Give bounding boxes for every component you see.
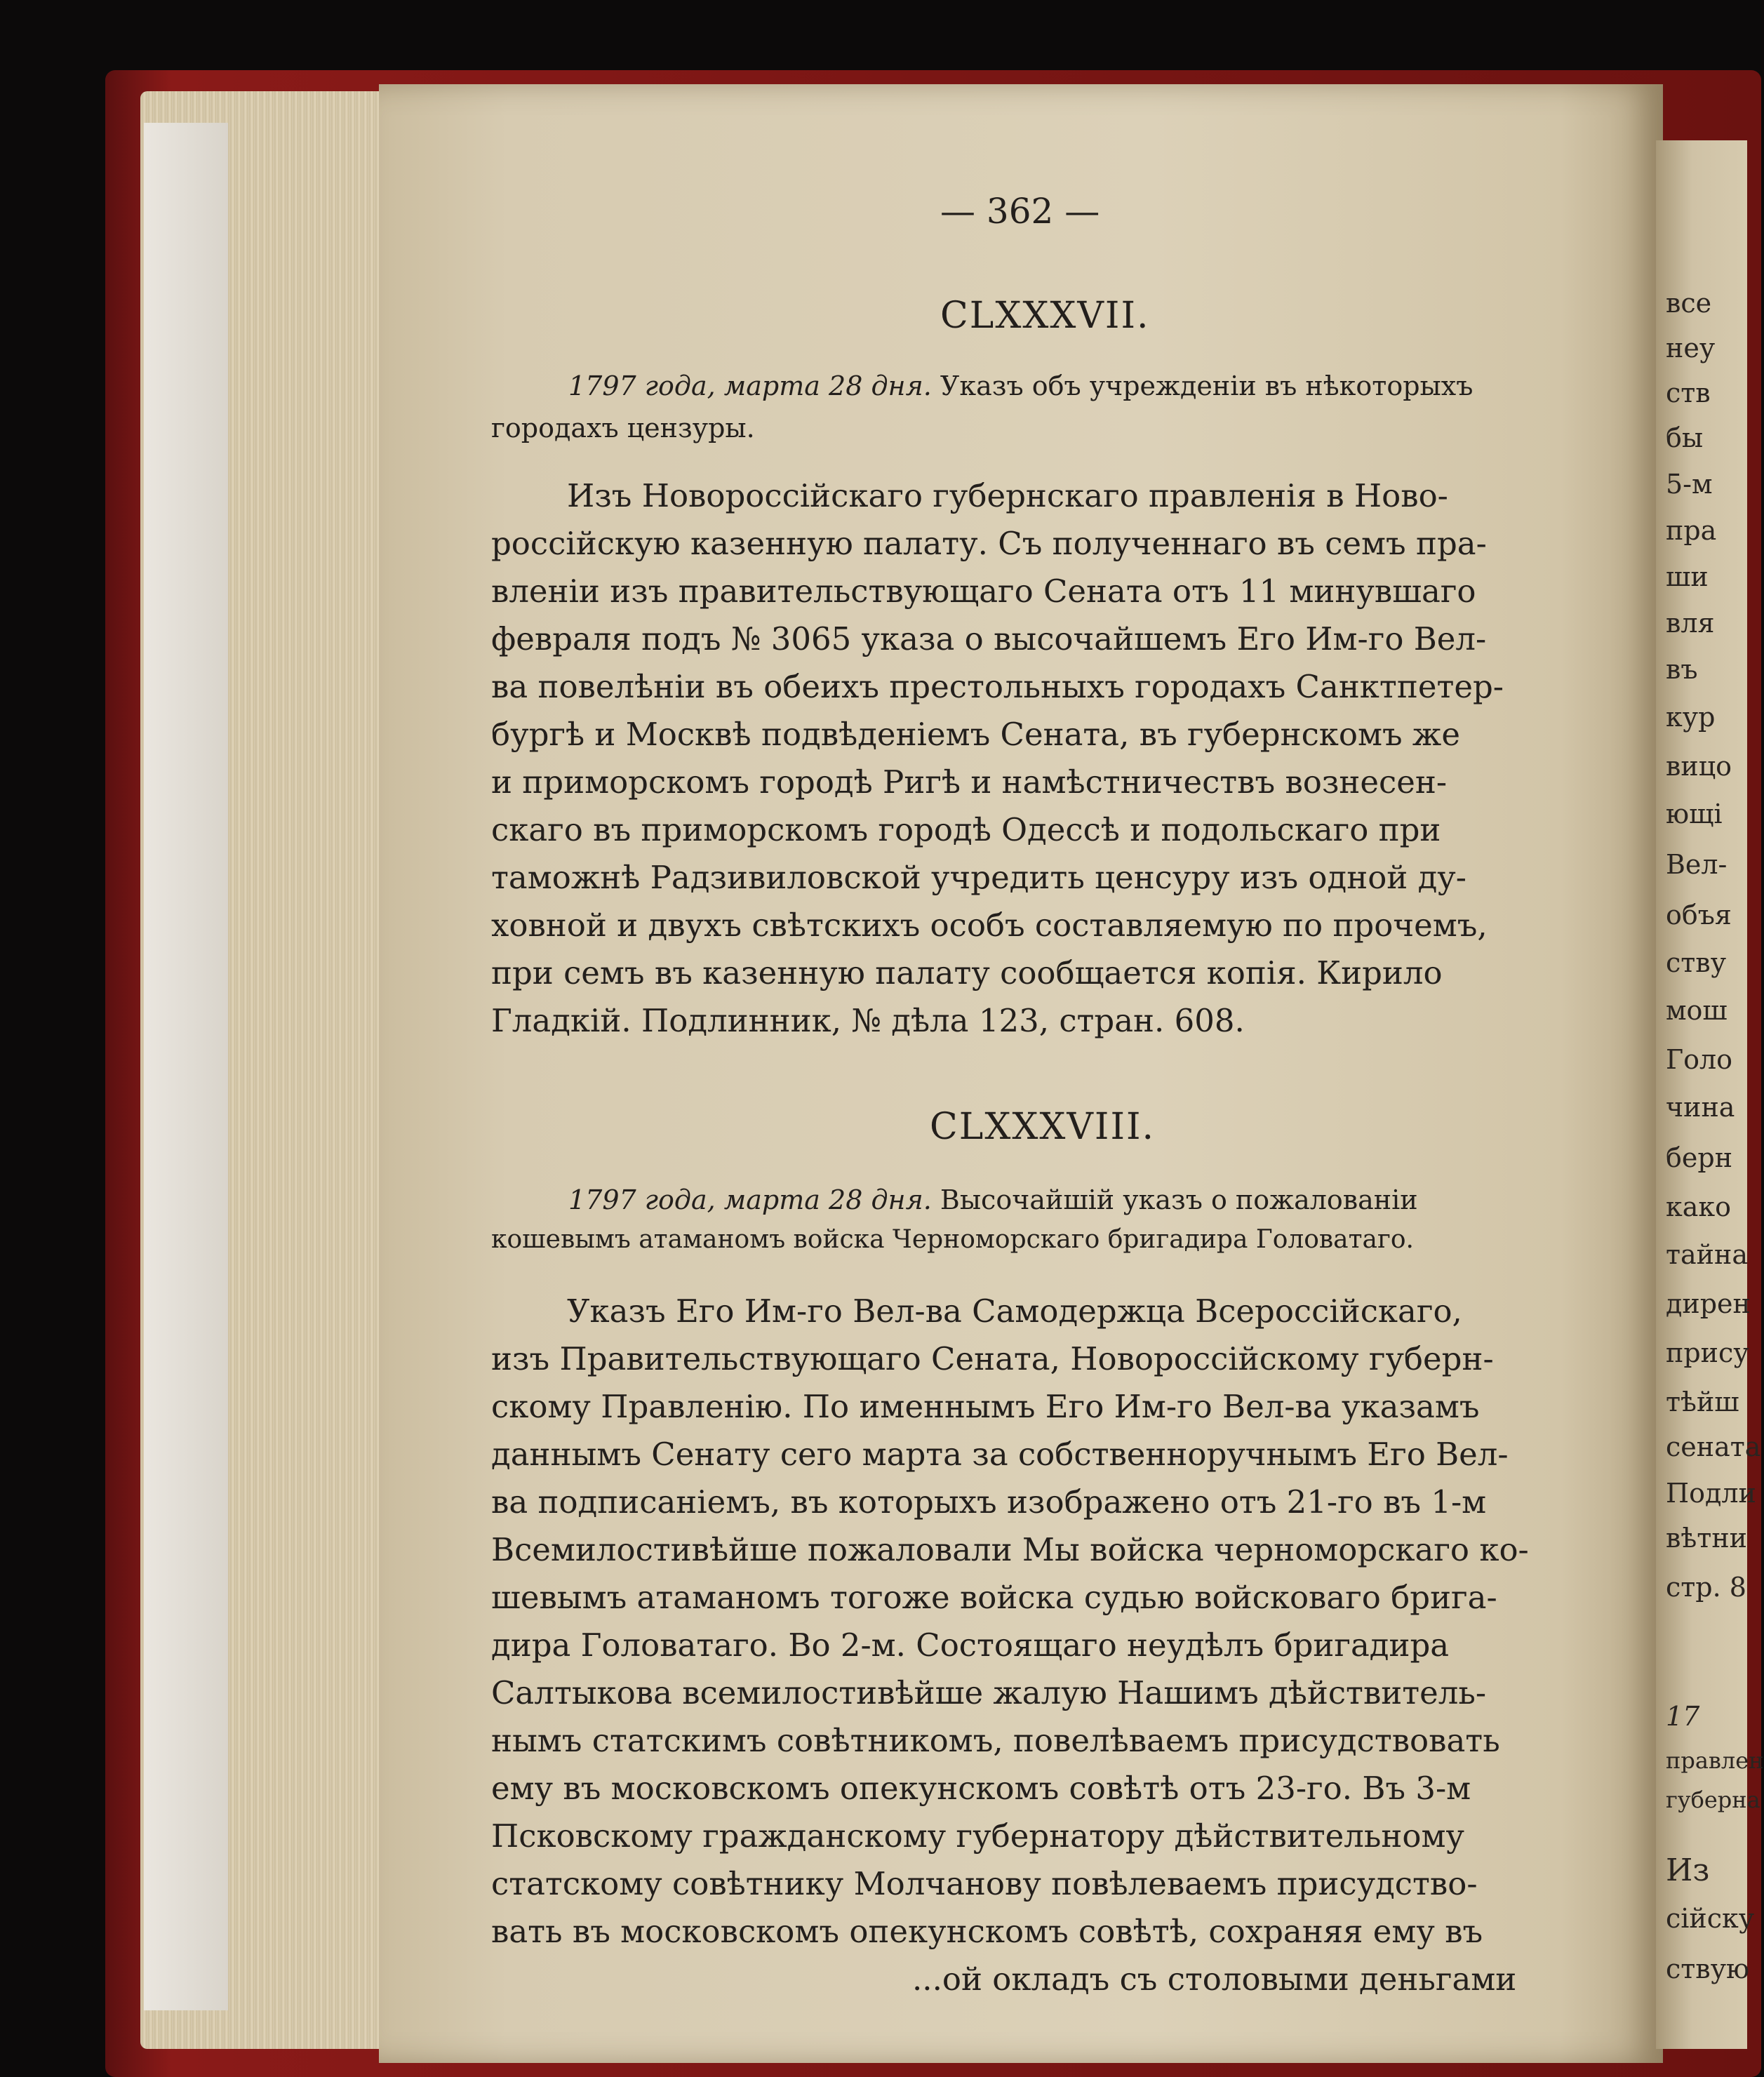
right-page-fragment: Подли [1666, 1478, 1756, 1509]
section-1-line: россійскую казенную палату. Съ полученнаго въ семъ пра- [491, 525, 1487, 562]
right-page-fragment: правлен [1666, 1747, 1764, 1774]
section-1-header-line-1 [568, 370, 1473, 401]
section-2-header-line-1 [568, 1184, 1418, 1215]
section-2-line: вать въ московскомъ опекунскомъ совѣтѣ, сохраняя ему въ [491, 1913, 1483, 1950]
right-page-fragment: ющі [1666, 799, 1723, 829]
right-page-fragment: вѣтни [1666, 1523, 1747, 1554]
section-2-header-line-2: кошевымъ атаманомъ войска Черноморскаго бригадира Головатаго. [491, 1225, 1415, 1254]
right-page-fragment: прису [1666, 1337, 1749, 1368]
right-page-fragment: чина [1666, 1092, 1735, 1123]
right-page-fragment: пра [1666, 515, 1717, 546]
right-page-fragment: Из [1666, 1852, 1710, 1888]
section-2-line: Всемилостивѣйше пожаловали Мы войска черноморскаго ко- [491, 1531, 1529, 1568]
section-2-line: ему въ московскомъ опекунскомъ совѣтѣ отъ 23-го. Въ 3-м [491, 1770, 1471, 1807]
section-1-date: 1797 года, марта 28 дня. [568, 370, 932, 401]
section-1-line: Гладкій. Подлинник, № дѣла 123, стран. 608. [491, 1002, 1245, 1039]
section-1-header-line-2: городахъ цензуры. [491, 413, 755, 443]
section-2-line: скому Правленію. По именнымъ Его Им-го Вел-ва указамъ [491, 1388, 1480, 1425]
section-1-line: бургѣ и Москвѣ подвѣденіемъ Сената, въ губернскомъ же [491, 716, 1460, 753]
right-page-fragment: тайна [1666, 1239, 1748, 1270]
section-2-line: дира Головатаго. Во 2-м. Состоящаго неудѣлъ бригадира [491, 1627, 1450, 1664]
section-1-line: таможнѣ Радзивиловской учредить ценсуру изъ одной ду- [491, 859, 1466, 896]
section-1-line: ховной и двухъ свѣтскихъ особъ составляемую по прочемъ, [491, 907, 1488, 944]
section-2-line: ...ой окладъ съ столовыми деньгами [912, 1961, 1517, 1998]
section-1-line: вленіи изъ правительствующаго Сената отъ 11 минувшаго [491, 573, 1476, 610]
section-heading-2: CLXXXVIII. [930, 1106, 1156, 1148]
right-page-fragment: стр. 8 [1666, 1572, 1746, 1603]
section-1-line: и приморскомъ городѣ Ригѣ и намѣстничествъ вознесен- [491, 763, 1448, 801]
section-2-line: Псковскому гражданскому губернатору дѣйствительному [491, 1817, 1464, 1855]
section-2-line: нымъ статскимъ совѣтникомъ, повелѣваемъ присудствовать [491, 1722, 1500, 1759]
right-page-fragment: Вел- [1666, 849, 1728, 880]
section-1-line: скаго въ приморскомъ городѣ Одессѣ и подольскаго при [491, 811, 1441, 848]
right-page-fragment: губерна [1666, 1787, 1760, 1813]
right-page-fragment: ству [1666, 947, 1727, 978]
right-page-fragment: сената [1666, 1431, 1761, 1462]
right-page-fragment: кур [1666, 702, 1716, 733]
right-page-fragment: объя [1666, 900, 1732, 930]
right-page-fragment: все [1666, 288, 1712, 319]
section-heading-1: CLXXXVII. [940, 295, 1150, 337]
right-page-fragment: неу [1666, 333, 1716, 363]
endpaper-edge [144, 123, 228, 2010]
right-page-fragment: берн [1666, 1142, 1733, 1173]
section-1-line: Изъ Новороссійскаго губернскаго правленія в Ново- [567, 477, 1448, 514]
right-page-fragment: ствую [1666, 1954, 1750, 1984]
right-page-fragment: ши [1666, 561, 1709, 592]
section-1-line: при семъ въ казенную палату сообщается копія. Кирило [491, 954, 1443, 991]
right-page-fragment: 17 [1666, 1701, 1700, 1732]
right-page-fragment: въ [1666, 654, 1698, 685]
right-page-fragment: како [1666, 1191, 1732, 1222]
right-page-fragment: ств [1666, 378, 1711, 408]
right-page-fragment: вицо [1666, 751, 1732, 782]
section-2-line: статскому совѣтнику Молчанову повѣлеваемъ присудство- [491, 1865, 1478, 1902]
section-2-line: Салтыкова всемилостивѣйше жалую Нашимъ дѣйствитель- [491, 1674, 1487, 1711]
right-page-fragment: мош [1666, 995, 1728, 1026]
right-page-fragment: Голо [1666, 1044, 1733, 1075]
section-2-date: 1797 года, марта 28 дня. [568, 1184, 932, 1215]
section-1-header-rest: Указъ объ учрежденіи въ нѣкоторыхъ [931, 370, 1474, 401]
section-1-line: ва повелѣніи въ обеихъ престольныхъ городахъ Санктпетер- [491, 668, 1504, 705]
right-page-fragment: дирен [1666, 1288, 1751, 1319]
section-2-line: изъ Правительствующаго Сената, Новороссійскому губерн- [491, 1340, 1494, 1377]
right-page-fragment: 5-м [1666, 469, 1713, 500]
right-page-fragment: тѣйш [1666, 1387, 1739, 1417]
right-page-fragment: бы [1666, 422, 1704, 453]
section-1-line: февраля подъ № 3065 указа о высочайшемъ Его Им-го Вел- [491, 620, 1487, 657]
section-2-line: шевымъ атаманомъ тогоже войска судью войсковаго брига- [491, 1579, 1497, 1616]
right-page-fragment: сійску [1666, 1903, 1755, 1934]
section-2-line: даннымъ Сенату сего марта за собственноручнымъ Его Вел- [491, 1436, 1509, 1473]
section-2-header-rest: Высочайшій указъ о пожалованіи [931, 1184, 1418, 1215]
right-page-fragment: вля [1666, 608, 1715, 639]
page-number: — 362 — [940, 191, 1100, 232]
section-2-line: Указъ Его Им-го Вел-ва Самодержца Всероссійскаго, [567, 1293, 1462, 1330]
section-2-line: ва подписаніемъ, въ которыхъ изображено отъ 21-го въ 1-м [491, 1483, 1487, 1521]
